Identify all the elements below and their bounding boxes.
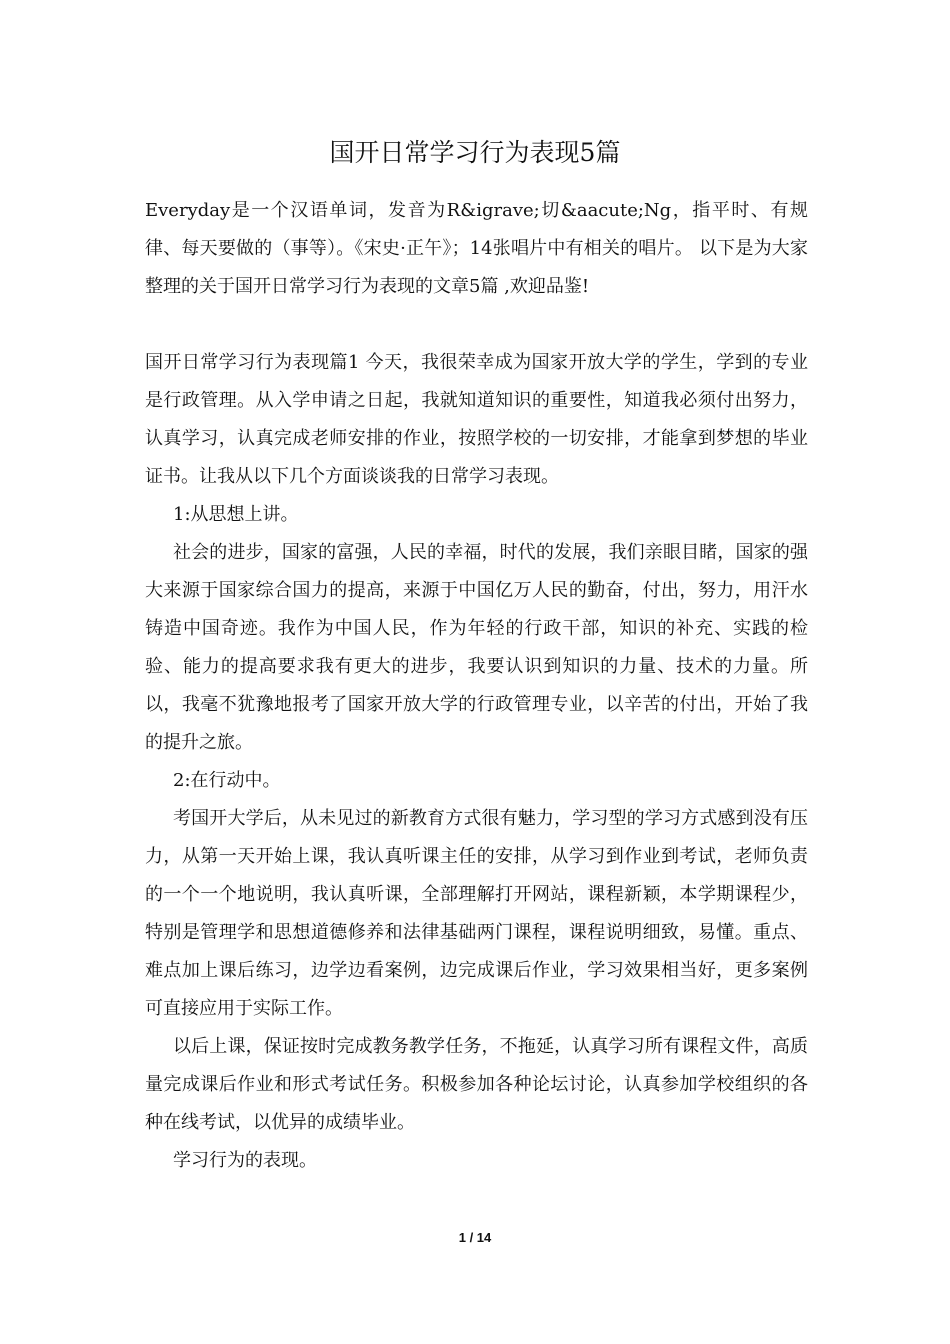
section-heading-behavior: 学习行为的表现。 [173, 1150, 317, 1171]
section-heading-thought: 1:从思想上讲。 [173, 504, 299, 525]
body-paragraph: 考国开大学后，从未见过的新教育方式很有魅力，学习型的学习方式感到没有压力，从第一天开始上课，我认真听课主任的安排，从学习到作业到考试，老师负责的一个一个地说明，我认真听课，全部理解打开网站，课程新颖，本学期课程少，特别是管理学和思想道德修养和法律基础两门课程，课程说明细致，易懂。重点、难点加上课后练习，边学边看案例，边完成课后作业，学习效果相当好，更多案例可直接应用于实际工作。 [145, 808, 808, 1019]
article-1-paragraph: 国开日常学习行为表现篇1 今天，我很荣幸成为国家开放大学的学生，学到的专业是行政管理。从入学申请之日起，我就知道知识的重要性，知道我必须付出努力，认真学习，认真完成老师安排的作业，按照学校的一切安排，才能拿到梦想的毕业证书。让我从以下几个方面谈谈我的日常学习表现。 [145, 352, 808, 487]
body-paragraph: 以后上课，保证按时完成教务教学任务，不拖延，认真学习所有课程文件，高质量完成课后作业和形式考试任务。积极参加各种论坛讨论，认真参加学校组织的各种在线考试，以优异的成绩毕业。 [145, 1036, 808, 1133]
page-number: 1 / 14 [458, 1230, 492, 1245]
section-heading-action: 2:在行动中。 [173, 770, 281, 791]
document-title: 国开日常学习行为表现5篇 [329, 138, 621, 167]
body-paragraph: 社会的进步，国家的富强，人民的幸福，时代的发展，我们亲眼目睹，国家的强大来源于国家综合国力的提高，来源于中国亿万人民的勤奋，付出，努力，用汗水铸造中国奇迹。我作为中国人民，作为年轻的行政干部，知识的补充、实践的检验、能力的提高要求我有更大的进步，我要认识到知识的力量、技术的力量。所以，我毫不犹豫地报考了国家开放大学的行政管理专业，以辛苦的付出，开始了我的提升之旅。 [145, 542, 808, 753]
document-body [145, 192, 808, 1180]
intro-paragraph: Everyday是一个汉语单词，发音为R&igrave;切&aacute;Ng，指平时、有规律、每天要做的（事等）。《宋史·正午》；14张唱片中有相关的唱片。 以下是为大家整理的关于国开日常学习行为表现的文章5篇 ,欢迎品鉴! [145, 200, 808, 297]
